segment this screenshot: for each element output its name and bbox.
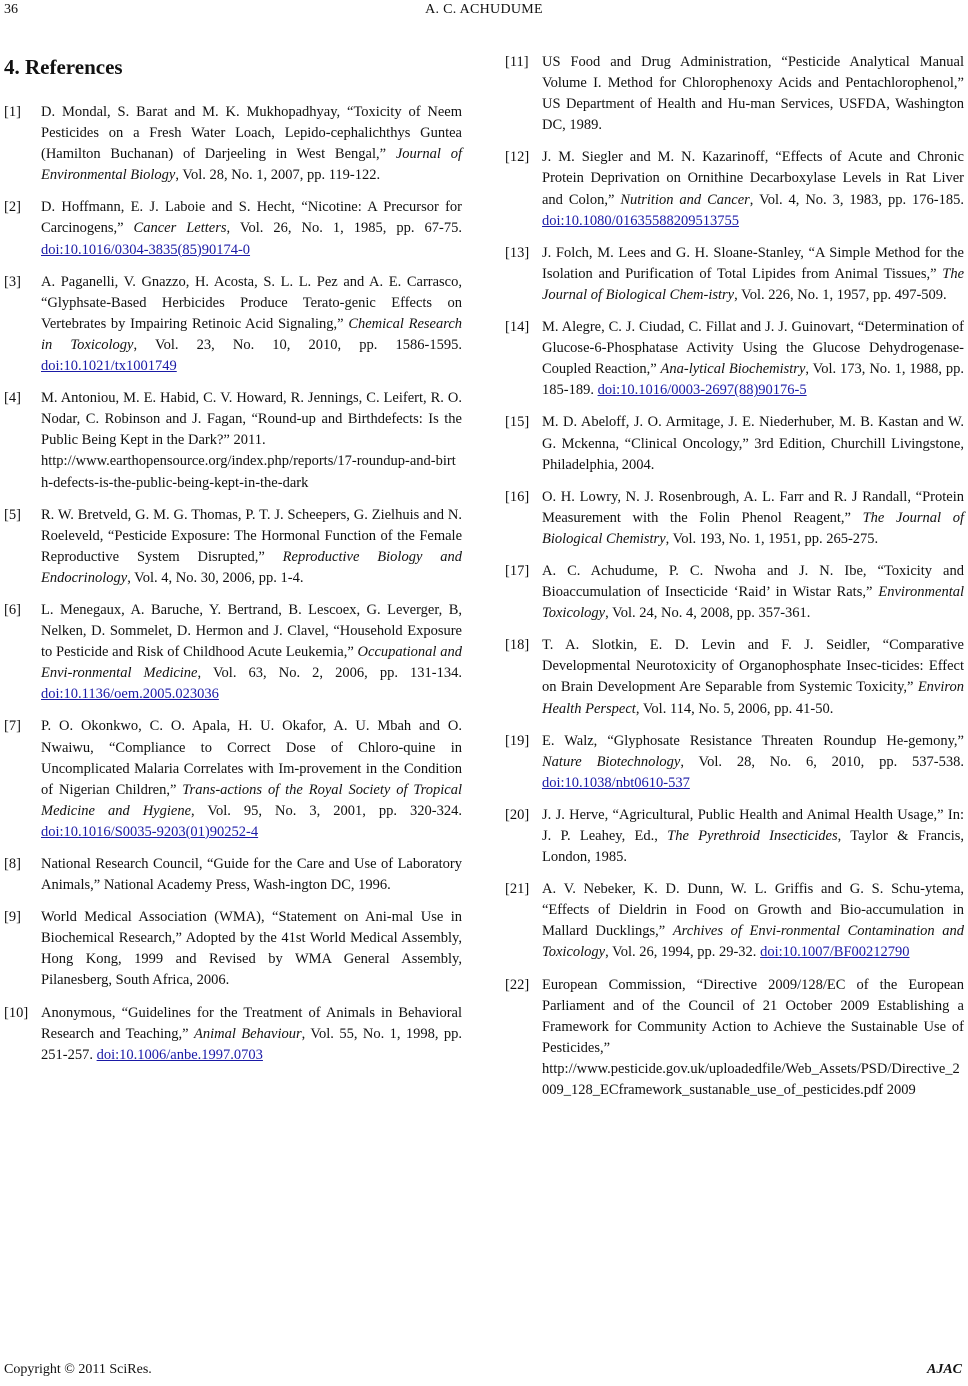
reference-number: [11]	[505, 54, 529, 70]
reference-journal: Trans-actions of the Royal Society of Tropical Medicine and Hygiene	[41, 781, 462, 819]
reference-details: , Vol. 24, No. 4, 2008, pp. 357-361.	[605, 605, 811, 622]
doi-link[interactable]: doi:10.1016/0304-3835(85)90174-0	[41, 241, 251, 258]
reference-details: , Vol. 28, No. 1, 2007, pp. 119-122.	[175, 167, 381, 184]
reference-citation: Anonymous, “Guidelines for the Treatment of Animals in Behavioral Research and Teaching,”	[41, 1004, 462, 1042]
reference-number: [9]	[4, 909, 21, 926]
section-title: 4. References	[4, 55, 123, 79]
reference-text	[41, 854, 462, 896]
reference-number: [8]	[4, 856, 21, 872]
reference-item	[505, 487, 964, 550]
reference-details: , Vol. 95, No. 3, 2001, pp. 320-324.	[191, 802, 462, 819]
right-column	[505, 52, 964, 1112]
reference-citation: European Commission, “Directive 2009/128/EC of the European Parliament and of the Council of 21 October 2009 Establishing a Framework for Community Action to Achieve the Sustainable Use of Pesticides,”	[542, 976, 964, 1056]
page-footer	[0, 1362, 968, 1384]
reference-list-right	[505, 52, 964, 1101]
reference-text	[542, 243, 964, 306]
reference-item	[505, 879, 964, 963]
page-header	[0, 2, 968, 24]
reference-journal: Reproductive Biology and Endocrinology	[41, 548, 462, 586]
reference-journal: The Journal of Biological Chemistry	[542, 509, 964, 547]
reference-item	[505, 317, 964, 401]
reference-citation: T. A. Slotkin, E. D. Levin and F. J. Seidler, “Comparative Developmental Neurotoxicity of Organophosphate Insec-ticides: Effect on Brain Development Are Separable from Systemic Toxicity,”	[542, 637, 964, 696]
reference-citation: J. Folch, M. Lees and G. H. Sloane-Stanley, “A Simple Method for the Isolation and Purification of Total Lipides from Animal Tissues,”	[542, 244, 964, 282]
reference-number: [7]	[4, 718, 21, 735]
reference-citation: A. V. Nebeker, K. D. Dunn, W. L. Griffis and G. S. Schu-ytema, “Effects of Dieldrin in Food on Growth and Bio-accumulation in Mallard Ducklings,”	[542, 881, 964, 940]
reference-text	[41, 1003, 462, 1066]
reference-journal: The Pyrethroid Insecticides	[667, 828, 838, 844]
reference-number: [16]	[505, 488, 530, 505]
reference-item	[4, 388, 462, 493]
reference-number: [4]	[4, 390, 21, 407]
reference-number: [18]	[505, 637, 530, 654]
reference-number: [21]	[505, 881, 530, 898]
reference-number: [20]	[505, 806, 530, 823]
copyright-notice: Copyright © 2011 SciRes.	[4, 1362, 152, 1377]
reference-item	[4, 505, 462, 589]
reference-text	[542, 731, 964, 794]
reference-item	[4, 1003, 462, 1066]
reference-citation: A. C. Achudume, P. C. Nwoha and J. N. Ibe, “Toxicity and Bioaccumulation of Insecticide ‘Raid’ in Wistar Rats,”	[542, 562, 964, 601]
reference-journal: Occupational and Envi-ronmental Medicine	[41, 644, 462, 682]
reference-journal: Animal Behaviour	[193, 1025, 302, 1042]
reference-citation: R. W. Bretveld, G. M. G. Thomas, P. T. J. Scheepers, G. Zielhuis and N. Roeleveld, “Pesticide Exposure: The Hormonal Function of the Female Reproductive System Disrupted,”	[41, 506, 462, 565]
reference-item	[4, 716, 462, 843]
doi-link[interactable]: doi:10.1007/BF00212790	[760, 944, 910, 961]
doi-link[interactable]: doi:10.1016/S0035-9203(01)90252-4	[41, 823, 259, 840]
reference-citation: D. Hoffmann, E. J. Laboie and S. Hecht, “Nicotine: A Precursor for Carcinogens,”	[41, 199, 462, 237]
reference-text	[41, 907, 462, 991]
reference-text	[41, 388, 462, 493]
reference-number: [19]	[505, 732, 530, 749]
reference-text	[41, 102, 462, 186]
reference-item	[505, 147, 964, 231]
reference-item	[505, 975, 964, 1102]
reference-details: , Vol. 226, No. 1, 1957, pp. 497-509.	[734, 286, 947, 303]
reference-number: [10]	[4, 1004, 29, 1021]
reference-citation: O. H. Lowry, N. J. Rosenbrough, A. L. Farr and R. J Randall, “Protein Measurement with the Folin Phenol Reagent,”	[542, 488, 964, 526]
reference-text	[542, 879, 964, 963]
reference-item	[505, 412, 964, 475]
reference-details: , Vol. 193, No. 1, 1951, pp. 265-275.	[665, 530, 879, 547]
reference-citation: US Food and Drug Administration, “Pesticide Analytical Manual Volume I. Method for Chlorophenoxy Acids and Pentachlorophenol,” US Department of Health and Hu-man Services, USFDA, Washington DC, 1989.	[542, 54, 964, 134]
reference-journal: Ana-lytical Biochemistry	[660, 361, 806, 378]
reference-number: [22]	[505, 976, 530, 993]
reference-details: , Vol. 4, No. 3, 1983, pp. 176-185.	[749, 191, 964, 208]
reference-citation: J. M. Siegler and M. N. Kazarinoff, “Effects of Acute and Chronic Protein Deprivation on Ornithine Decarboxylase Levels in Rat Liver and Colon,”	[542, 149, 964, 208]
doi-link[interactable]: doi:10.1038/nbt0610-537	[542, 774, 690, 791]
reference-citation: J. J. Herve, “Agricultural, Public Health and Animal Health Usage,” In: J. P. Leahey, Ed.,	[542, 806, 964, 844]
reference-details: , Vol. 4, No. 30, 2006, pp. 1-4.	[127, 569, 304, 586]
reference-journal: Cancer Letters	[133, 220, 227, 237]
reference-url: http://www.earthopensource.org/index.php/reports/17-roundup-and-birth-defects-is-the-public-being-kept-in-the-dark	[41, 453, 456, 491]
reference-citation: M. Alegre, C. J. Ciudad, C. Fillat and J. J. Guinovart, “Determination of Glucose-6-Phosphatase Activity Using the Glucose Dehydrogenase-Coupled Reaction,”	[542, 319, 964, 378]
reference-text	[542, 561, 964, 624]
reference-text	[542, 635, 964, 719]
doi-link[interactable]: doi:10.1080/01635588209513755	[542, 212, 739, 229]
reference-item	[4, 197, 462, 260]
reference-item	[505, 635, 964, 719]
journal-abbreviation: AJAC	[926, 1362, 962, 1377]
reference-item	[4, 854, 462, 896]
reference-item	[4, 272, 462, 377]
reference-citation: L. Menegaux, A. Baruche, Y. Bertrand, B. Lescoex, G. Leverger, B, Nelken, D. Sommelet, D. Hermon and J. Clavel, “Household Exposure to Pesticide and Risk of Childhood Acute Leukemia,”	[41, 601, 462, 661]
reference-text	[542, 317, 964, 401]
reference-item	[505, 731, 964, 794]
reference-text	[41, 197, 462, 260]
reference-item	[505, 52, 964, 136]
reference-text	[41, 505, 462, 589]
reference-citation: P. O. Okonkwo, C. O. Apala, H. U. Okafor, A. U. Mbah and O. Nwaiwu, “Compliance to Correct Dose of Chloro-quine in Uncomplicated Malaria Correlates with Im-provement in the Condition of Nigerian Children,”	[41, 718, 462, 798]
reference-details: , Vol. 28, No. 6, 2010, pp. 537-538.	[680, 753, 965, 770]
reference-citation: World Medical Association (WMA), “Statement on Ani-mal Use in Biochemical Research,” Adopted by the 41st World Medical Assembly, Hong Kong, 1999 and Revised by WMA General Assembly, Pilanesberg, South Africa, 2006.	[41, 909, 462, 989]
reference-text	[542, 975, 964, 1102]
reference-details: , Vol. 26, No. 1, 1985, pp. 67-75.	[226, 220, 462, 237]
reference-text	[41, 600, 462, 705]
reference-item	[4, 102, 462, 186]
doi-link[interactable]: doi:10.1021/tx1001749	[41, 358, 177, 375]
doi-link[interactable]: doi:10.1136/oem.2005.023036	[41, 686, 219, 703]
reference-text	[41, 272, 462, 377]
reference-details: , Vol. 114, No. 5, 2006, pp. 41-50.	[635, 700, 834, 717]
reference-number: [13]	[505, 244, 530, 261]
reference-citation: National Research Council, “Guide for the Care and Use of Laboratory Animals,” National Academy Press, Wash-ington DC, 1996.	[41, 856, 462, 894]
reference-details: , Vol. 55, No. 1, 1998, pp. 251-257.	[41, 1025, 462, 1063]
reference-citation: A. Paganelli, V. Gnazzo, H. Acosta, S. L. L. Pez and A. E. Carrasco, “Glyphsate-Based Herbicides Produce Terato-genic Effects on Vertebrates by Impairing Retinoic Acid Signaling,”	[41, 273, 462, 332]
left-column	[4, 52, 462, 1077]
reference-item	[4, 600, 462, 705]
reference-text	[542, 805, 964, 868]
reference-item	[505, 243, 964, 306]
reference-list-left	[4, 102, 462, 1066]
page-number: 36	[4, 2, 18, 17]
reference-number: [2]	[4, 199, 21, 216]
reference-journal: Chemical Research in Toxicology	[41, 315, 463, 353]
reference-text	[542, 412, 964, 475]
reference-details: , Vol. 23, No. 10, 2010, pp. 1586-1595.	[133, 336, 462, 353]
reference-details: , Vol. 173, No. 1, 1988, pp. 185-189.	[542, 361, 965, 399]
reference-details: , Vol. 26, 1994, pp. 29-32.	[605, 944, 761, 961]
reference-details: , Taylor & Francis, London, 1985.	[542, 828, 964, 866]
reference-item	[505, 805, 964, 868]
reference-number: [17]	[505, 562, 530, 579]
reference-citation: M. D. Abeloff, J. O. Armitage, J. E. Niederhuber, M. B. Kastan and W. G. Mckenna, “Clinical Oncology,” 3rd Edition, Churchill Livingstone, Philadelphia, 2004.	[542, 414, 964, 473]
reference-journal: Environ Health Perspect	[542, 679, 964, 717]
reference-item	[505, 561, 964, 624]
reference-url: http://www.pesticide.gov.uk/uploadedfile/Web_Assets/PSD/Directive_2009_128_ECframework_sustanable_use_of_pesticides.pdf 2009	[542, 1060, 960, 1099]
reference-journal: Nutrition and Cancer	[620, 191, 750, 208]
reference-text	[542, 487, 964, 550]
reference-item	[4, 907, 462, 991]
reference-number: [12]	[505, 149, 530, 166]
reference-number: [1]	[4, 104, 21, 120]
reference-journal: The Journal of Biological Chem-istry	[542, 265, 964, 303]
doi-link[interactable]: doi:10.1006/anbe.1997.0703	[96, 1046, 263, 1063]
reference-details: , Vol. 63, No. 2, 2006, pp. 131-134.	[197, 665, 462, 682]
reference-number: [6]	[4, 601, 21, 618]
reference-text	[542, 147, 964, 231]
reference-citation: E. Walz, “Glyphosate Resistance Threaten Roundup He-gemony,”	[542, 732, 964, 749]
running-author: A. C. ACHUDUME	[425, 2, 543, 17]
doi-link[interactable]: doi:10.1016/0003-2697(88)90176-5	[597, 382, 807, 399]
reference-journal: Nature Biotechnology	[542, 753, 681, 770]
reference-journal: Archives of Envi-ronmental Contamination and Toxicology	[542, 923, 964, 961]
reference-journal: Environmental Toxicology	[542, 584, 964, 622]
reference-number: [3]	[4, 273, 21, 290]
reference-number: [14]	[505, 319, 530, 336]
reference-journal: Journal of Environmental Biology	[41, 146, 462, 184]
reference-number: [15]	[505, 414, 530, 431]
reference-number: [5]	[4, 506, 21, 523]
reference-text	[542, 52, 964, 136]
reference-text	[41, 716, 462, 843]
reference-citation: M. Antoniou, M. E. Habid, C. V. Howard, R. Jennings, C. Leifert, R. O. Nodar, C. Robinson and J. Fagan, “Round-up and Birthdefects: Is the Public Being Kept in the Dark?” 2011.	[41, 390, 462, 449]
reference-citation: D. Mondal, S. Barat and M. K. Mukhopadhyay, “Toxicity of Neem Pesticides on a Fresh Water Loach, Lepido-cephalichthys Guntea (Hamilton Buchanan) of Darjeeling in West Bengal,”	[41, 104, 462, 163]
